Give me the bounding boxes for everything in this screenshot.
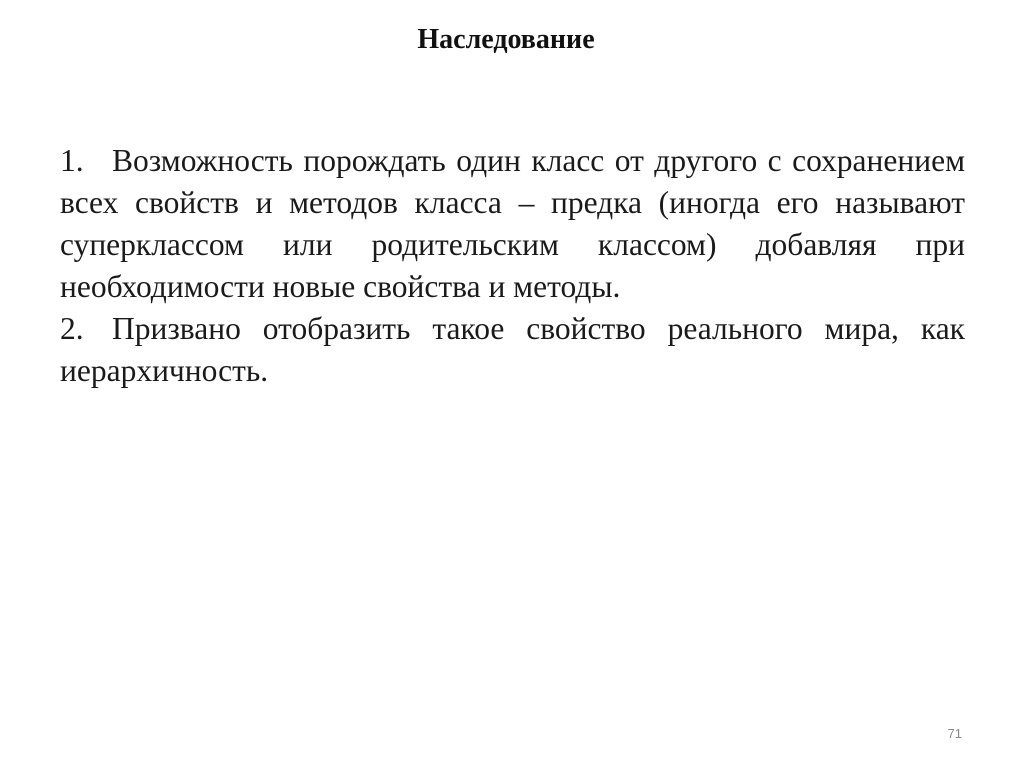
- list-item-text: Возможность порождать один класс от другого с сохранением всех свойств и методов класса – предка (иногда его называют суперклассом или родительским классом) добавляя при необходимости новые свойства и методы.: [60, 143, 965, 304]
- list-item-number: 2.: [60, 311, 84, 346]
- slide-body: [60, 140, 965, 392]
- list-item-text: Призвано отобразить такое свойство реального мира, как иерархичность.: [60, 311, 965, 388]
- list-item: [60, 140, 965, 308]
- list-item: [60, 308, 965, 392]
- slide-title: Наследование: [417, 24, 595, 55]
- list-item-number: 1.: [60, 143, 84, 178]
- page-number: 71: [947, 726, 962, 741]
